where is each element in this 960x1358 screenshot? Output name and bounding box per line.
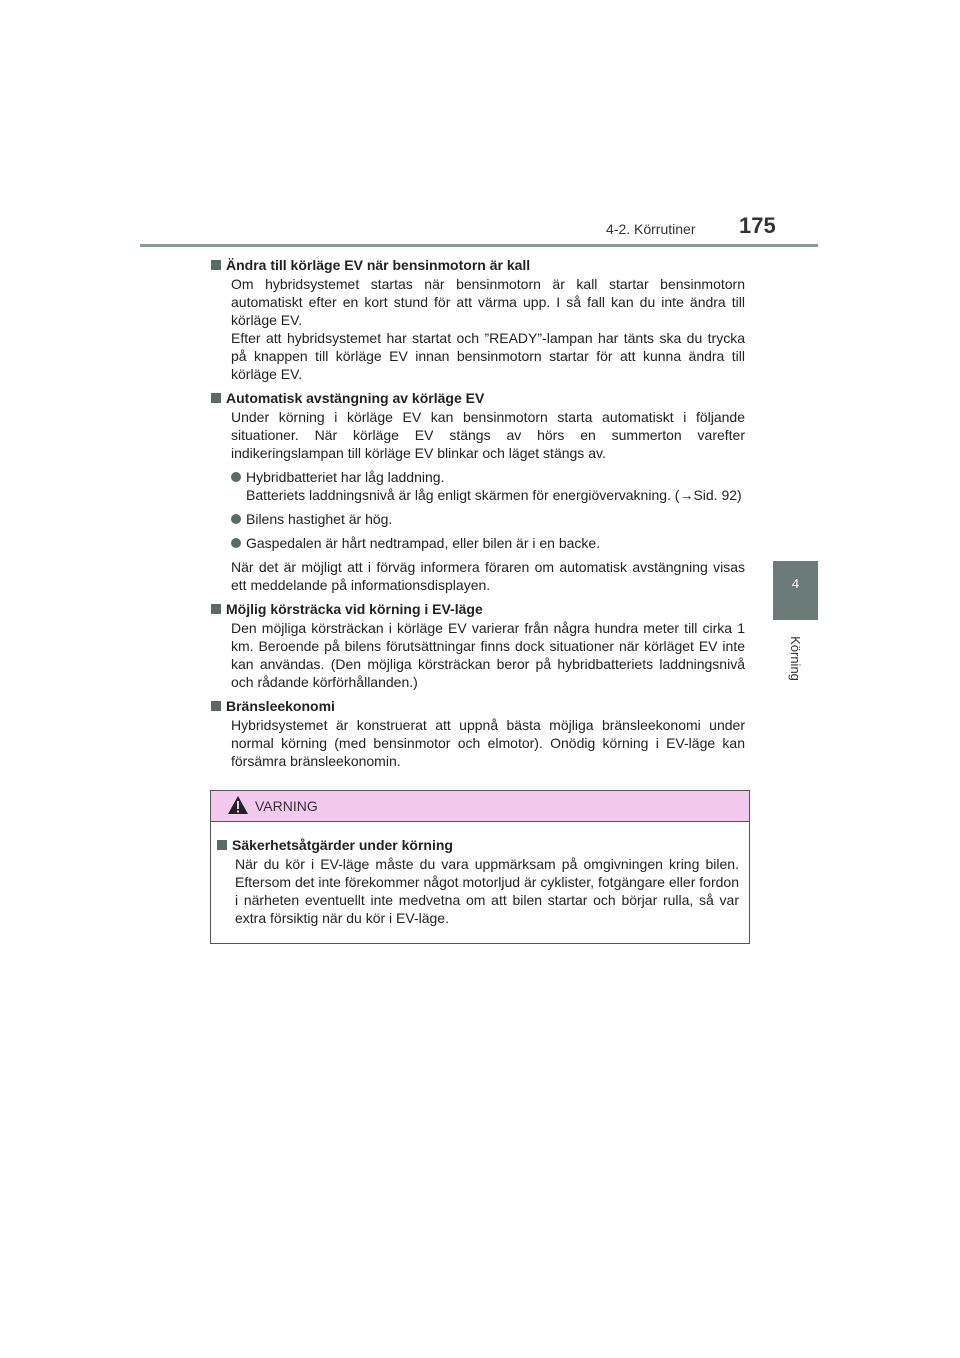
section-auto-shutoff	[211, 389, 745, 594]
square-bullet-icon	[211, 393, 221, 403]
section-cold-engine	[211, 256, 745, 383]
warning-body	[211, 822, 749, 927]
list-item: Hybridbatteriet har låg laddning. Batteriets laddningsnivå är låg enligt skärmen för energiövervakning. (→Sid. 92)	[231, 468, 745, 504]
round-bullet-icon	[231, 514, 241, 524]
page-number: 175	[739, 213, 776, 238]
section-heading: Bränsleekonomi	[211, 697, 745, 715]
list-item: Gaspedalen är hårt nedtrampad, eller bilen är i en backe.	[231, 534, 745, 552]
section-heading: Ändra till körläge EV när bensinmotorn är kall	[211, 256, 745, 274]
chapter-tab: 4	[773, 561, 818, 620]
square-bullet-icon	[211, 701, 221, 711]
header-section-title: 4-2. Körrutiner	[606, 221, 696, 237]
warning-triangle-icon	[227, 795, 249, 818]
warning-text: När du kör i EV-läge måste du vara uppmärksam på omgivningen kring bilen. Eftersom det inte förekommer något motorljud är cyklister, fotgängare eller fordon i närheten eventuellt inte medvetna om att bilen startar och börjar rulla, så var extra försiktig när du kör i EV-läge.	[235, 856, 739, 926]
section-paragraph: Om hybridsystemet startas när bensinmotorn är kall startar bensinmotorn automatiskt efter en kort stund för att värma upp. I så fall kan du inte ändra till körläge EV. Efter att hybridsystemet har startat och ”READY”-lampan har tänts ska du trycka på knappen till körläge EV innan bensinmotorn startar för att kunna ändra till körläge EV.	[231, 276, 745, 382]
main-content	[211, 256, 745, 776]
section-paragraph: Den möjliga körsträckan i körläge EV varierar från några hundra meter till cirka 1 km. Beroende på bilens förutsättningar finns dock situationer när körläget EV inte kan användas. (Den möjliga körsträckan beror på hybridbatteriets laddningsnivå och rådande körförhållanden.)	[231, 620, 745, 690]
warning-heading: Säkerhetsåtgärder under körning	[217, 836, 739, 854]
warning-title: VARNING	[255, 798, 318, 814]
list-item: Bilens hastighet är hög.	[231, 510, 745, 528]
warning-box	[210, 790, 750, 944]
section-heading: Automatisk avstängning av körläge EV	[211, 389, 745, 407]
round-bullet-icon	[231, 472, 241, 482]
section-paragraph: När det är möjligt att i förväg informera föraren om automatisk avstängning visas ett meddelande på informationsdisplayen.	[231, 559, 745, 593]
section-paragraph: Hybridsystemet är konstruerat att uppnå bästa möjliga bränsleekonomi under normal körning (med bensinmotor och elmotor). Onödig körning i EV-läge kan försämra bränsleekonomin.	[231, 717, 745, 769]
warning-header	[211, 791, 749, 822]
section-ev-range	[211, 600, 745, 691]
square-bullet-icon	[211, 604, 221, 614]
section-heading: Möjlig körsträcka vid körning i EV-läge	[211, 600, 745, 618]
section-fuel-economy	[211, 697, 745, 770]
chapter-label	[760, 630, 830, 686]
header-divider	[140, 244, 818, 247]
section-paragraph: Under körning i körläge EV kan bensinmotorn starta automatiskt i följande situationer. När körläge EV stängs av hörs en summerton varefter indikeringslampan till körläge EV blinkar och läget stängs av.	[231, 409, 745, 461]
round-bullet-icon	[231, 538, 241, 548]
square-bullet-icon	[211, 260, 221, 270]
chapter-label-text: Körning	[787, 635, 803, 681]
square-bullet-icon	[217, 840, 227, 850]
